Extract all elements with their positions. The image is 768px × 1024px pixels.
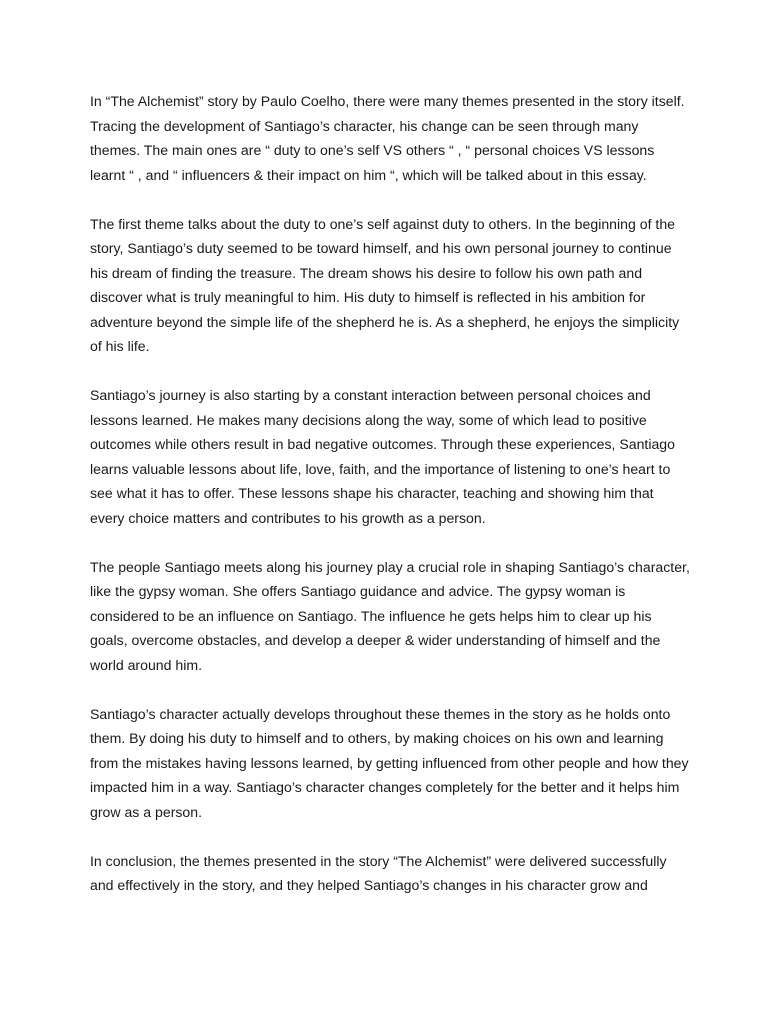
paragraph-conclusion: In conclusion, the themes presented in the story “The Alchemist” were delivered successfully and effectively in the story, and they helped Santiago’s changes in his character grow and bbox=[90, 852, 667, 893]
paragraph-intro: In “The Alchemist” story by Paulo Coelho, there were many themes presented in the story itself. Tracing the development of Santiago’s character, his change can be seen through many themes. The main ones are “ duty to one’s self VS others “ , “ personal choices VS lessons learnt “ , and “ influencers & their impact on him “, which will be talked about in this essay. bbox=[90, 93, 685, 183]
paragraph-duty: The first theme talks about the duty to one’s self against duty to others. In the beginning of the story, Santiago’s duty seemed to be toward himself, and his own personal journey to continue his dream of finding the treasure. The dream shows his desire to follow his own path and discover what is truly meaningful to him. His duty to himself is reflected in his ambition for adventure beyond the simple life of the shepherd he is. As a shepherd, he enjoys the simplicity of his life. bbox=[90, 215, 680, 354]
paragraph-development: Santiago’s character actually develops throughout these themes in the story as he holds onto them. By doing his duty to himself and to others, by making choices on his own and learning from the mistakes having lessons learned, by getting influenced from other people and how they impacted him in a way. Santiago’s character changes completely for the better and it helps him grow as a person. bbox=[90, 705, 689, 820]
paragraph-choices: Santiago’s journey is also starting by a constant interaction between personal choices and lessons learned. He makes many decisions along the way, some of which lead to positive outcomes while others result in bad negative outcomes. Through these experiences, Santiago learns valuable lessons about life, love, faith, and the importance of listening to one’s heart to see what it has to offer. These lessons shape his character, teaching and showing him that every choice matters and contributes to his growth as a person. bbox=[90, 387, 675, 526]
paragraph-influencers: The people Santiago meets along his journey play a crucial role in shaping Santiago’s character, like the gypsy woman. She offers Santiago guidance and advice. The gypsy woman is considered to be an influence on Santiago. The influence he gets helps him to clear up his goals, overcome obstacles, and develop a deeper & wider understanding of himself and the world around him. bbox=[90, 558, 690, 673]
essay-body bbox=[90, 89, 690, 898]
